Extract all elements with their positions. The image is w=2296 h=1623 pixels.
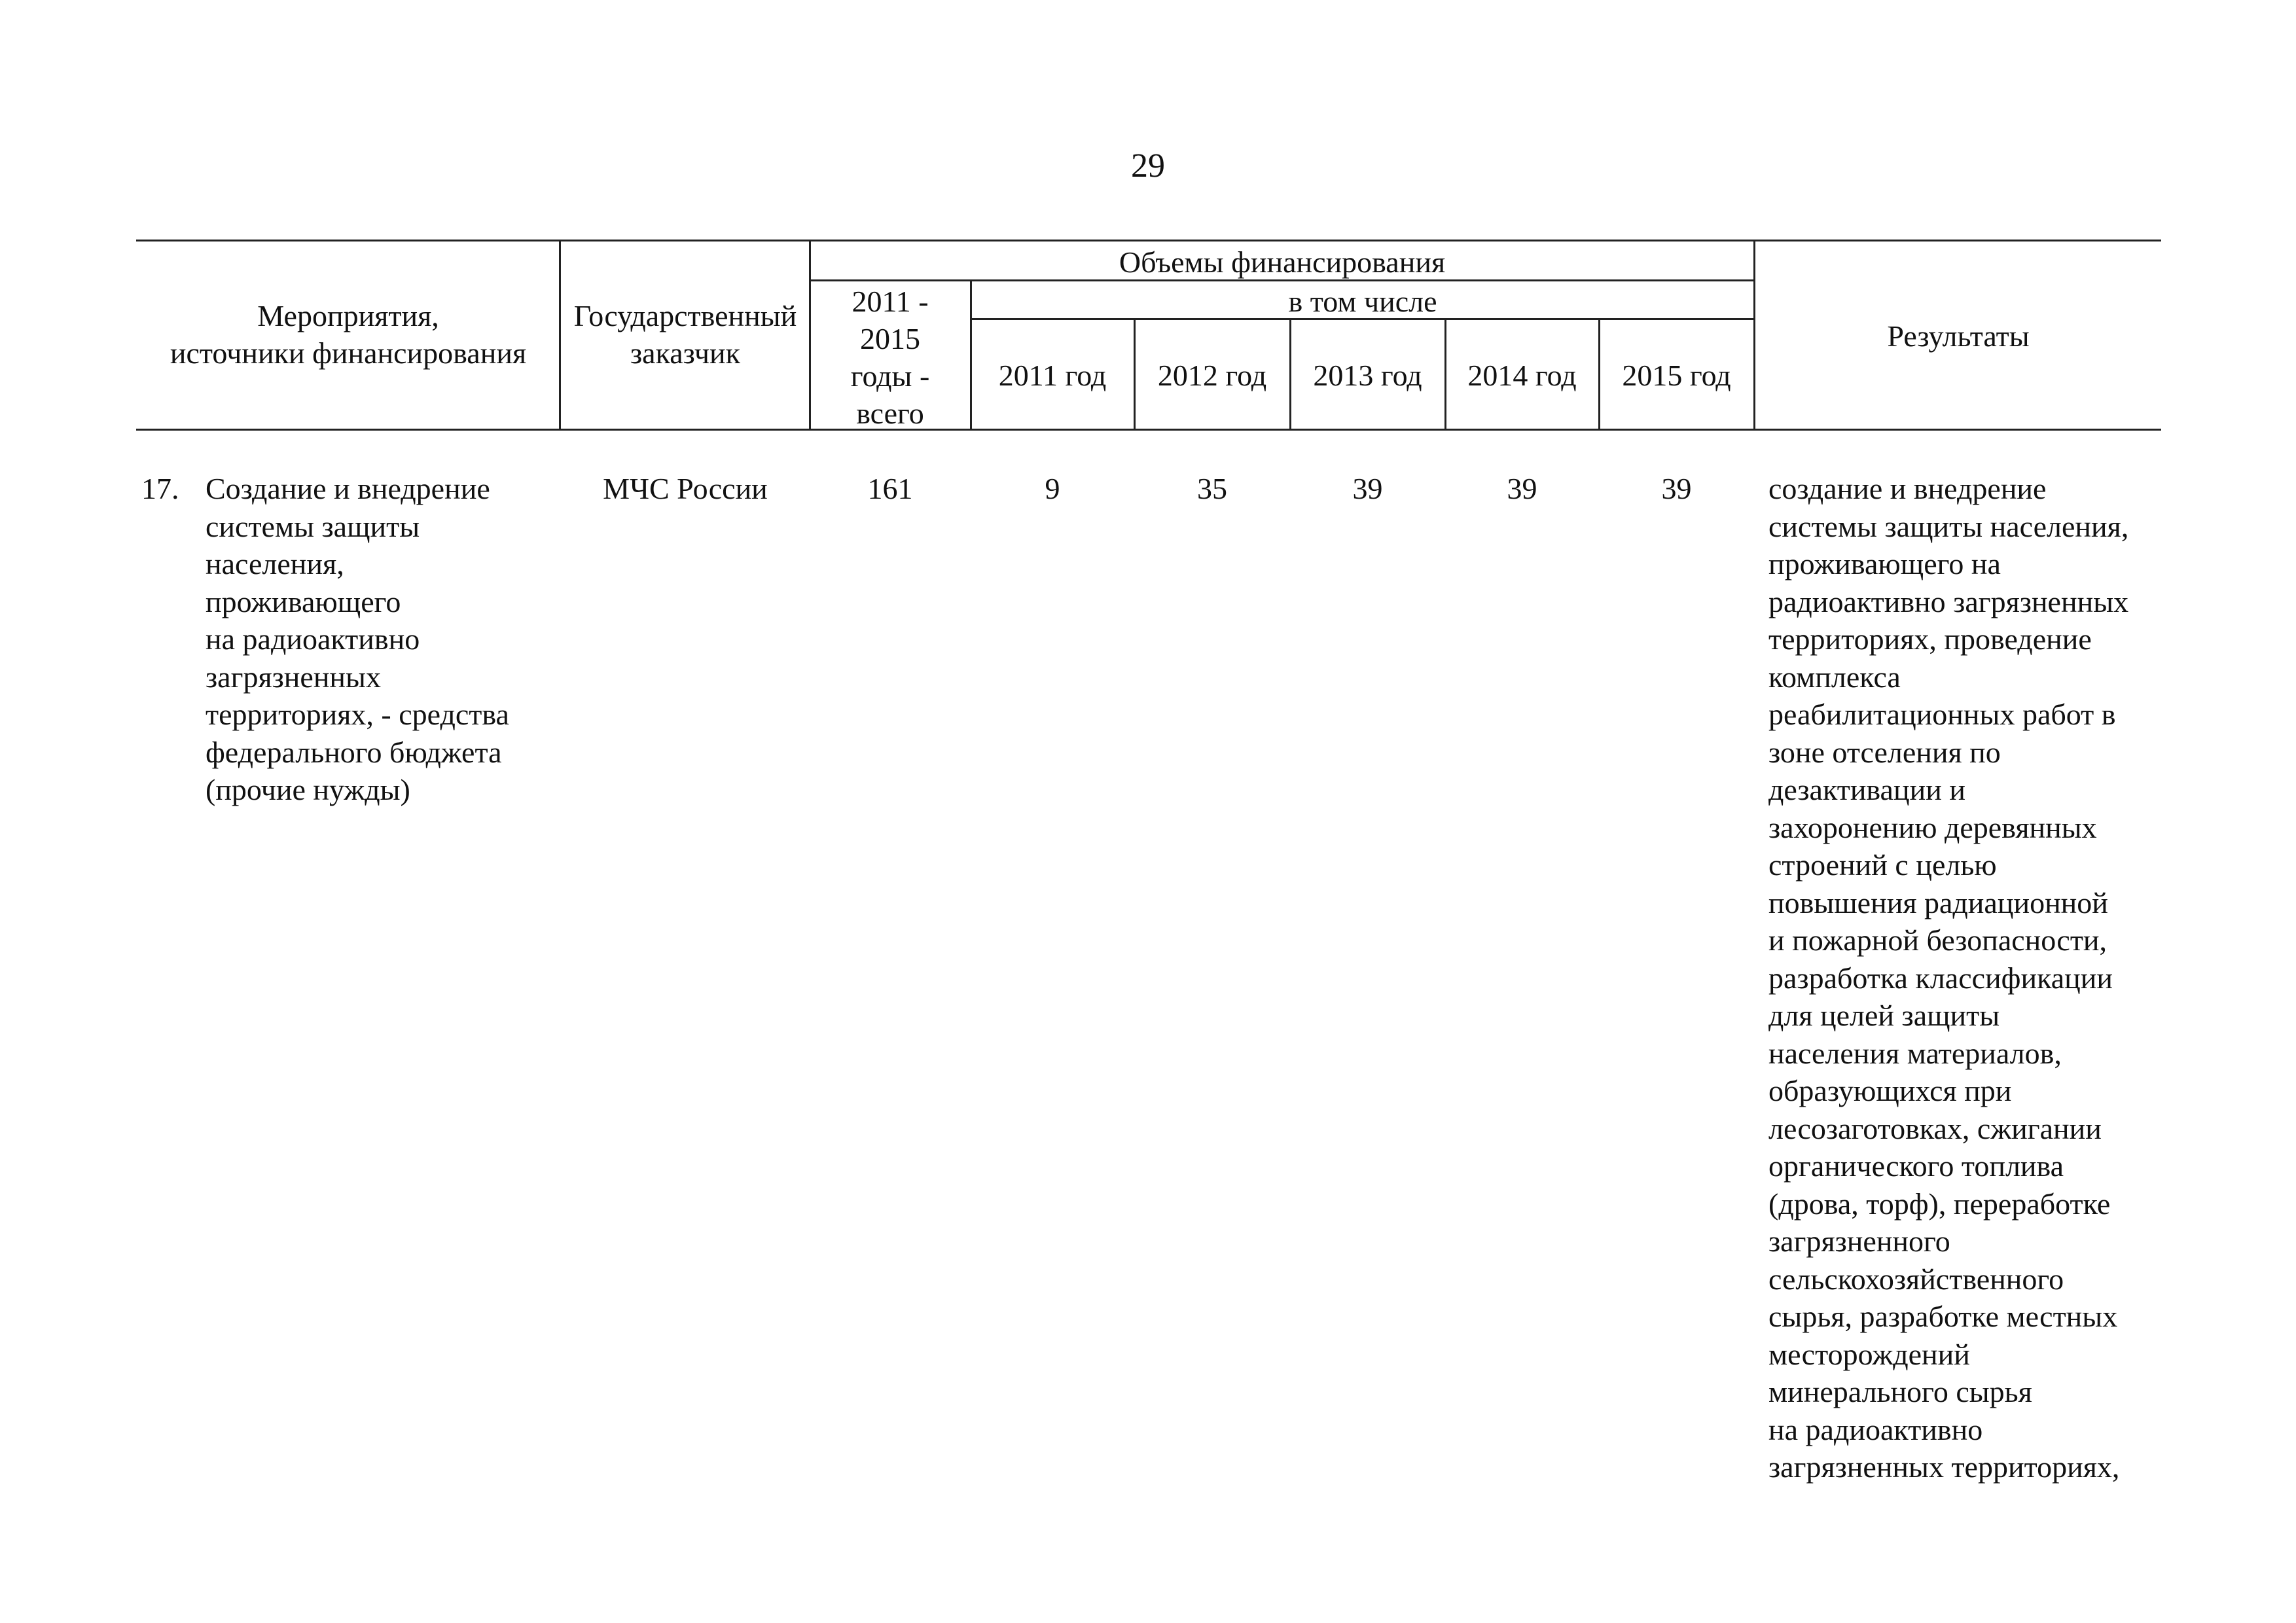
row-2015: 39 xyxy=(1661,472,1692,505)
header-bottom-rule xyxy=(136,429,2161,431)
col-sep-activities-customer xyxy=(559,240,561,431)
header-total: 2011 - 2015 годы - всего xyxy=(850,285,930,430)
row-activity: Создание и внедрение системы защиты населения, проживающего на радиоактивно загрязненных территориях, - средства федерального бюджета (прочие нужды) xyxy=(206,472,509,806)
row-2014: 39 xyxy=(1507,472,1537,505)
header-funding-group: Объемы финансирования xyxy=(1119,245,1446,279)
table-top-rule xyxy=(136,240,2161,241)
row-2012: 35 xyxy=(1197,472,1227,505)
page-number: 29 xyxy=(1131,147,1165,185)
row-2013: 39 xyxy=(1352,472,1383,505)
row-number: 17. xyxy=(141,472,179,505)
row-total: 161 xyxy=(867,472,913,505)
header-year-2012: 2012 год xyxy=(1157,359,1267,392)
header-year-2011: 2011 год xyxy=(998,359,1107,392)
header-including: в том числе xyxy=(1288,285,1437,318)
row-customer: МЧС России xyxy=(603,472,768,505)
header-customer: Государственный заказчик xyxy=(573,299,797,370)
row-2011: 9 xyxy=(1045,472,1060,505)
header-activities: Мероприятия, источники финансирования xyxy=(170,299,527,370)
header-year-2015: 2015 год xyxy=(1622,359,1731,392)
header-results: Результаты xyxy=(1887,319,2030,353)
row-results: создание и внедрение системы защиты населения, проживающего на радиоактивно загрязненных территориях, проведение комплекса реабилитационных работ в зоне отселения по дезактивации и захоронению деревянных строений с целью повышения радиационной и пожарной безопасности, разработка классификации для целей защиты населения материалов, образующихся при лесозаготовках, сжигании органического топлива (дрова, торф), переработке загрязненного сельскохозяйственного сырья, разработке местных месторождений минерального сырья на радиоактивно загрязненных территориях, xyxy=(1768,472,2129,1484)
header-year-2014: 2014 год xyxy=(1467,359,1577,392)
header-year-2013: 2013 год xyxy=(1313,359,1422,392)
